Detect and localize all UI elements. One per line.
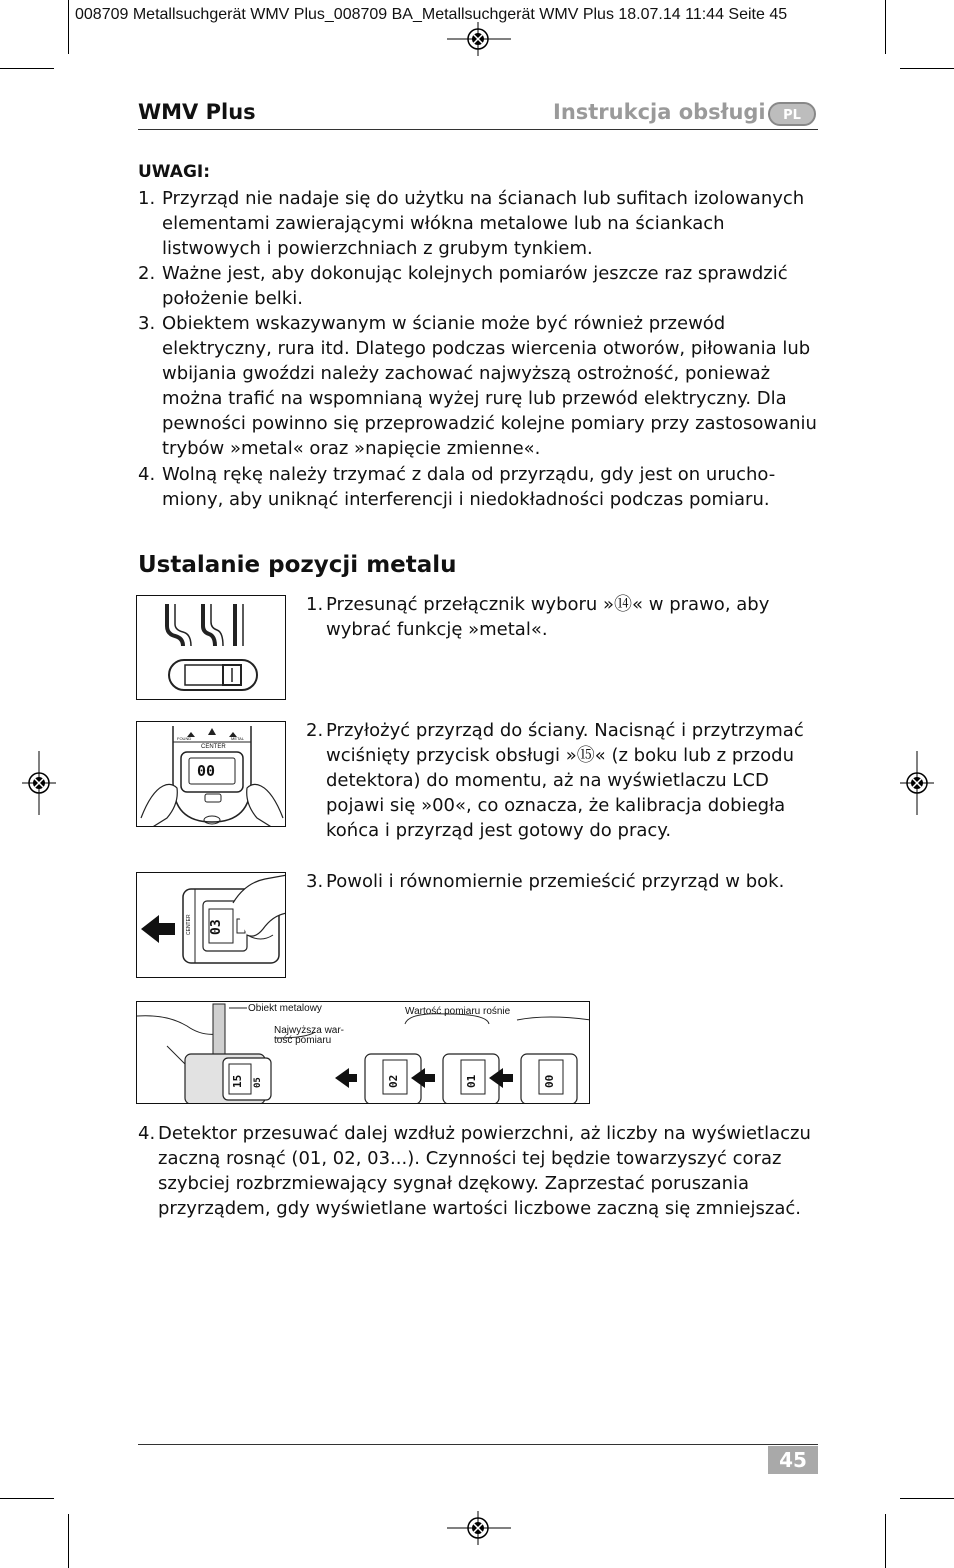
fig2-label-center: CENTER [201,744,226,750]
step-text: Przyłożyć przyrząd do ściany. Nacisnąć i przytrzymać wciśnięty przycisk obsługi »⑮« (z boku lub z przodu detektora) do momentu, aż na wyświetlaczu LCD pojawi się »00«, co oznacza, że kalibracja dobiegła końca i przyrząd jest gotowy do pracy. [326,720,804,841]
note-item [138,311,828,461]
registration-mark-icon [447,1511,511,1545]
note-text: Przyrząd nie nadaje się do użytku na ścianach lub sufitach izolowanych elementami zawierającymi włókna metalowe lub na ściankach listwowych i powierzchniach z grubym tynkiem. [162,188,805,259]
step-text: Przesunąć przełącznik wyboru »⑭« w prawo, aby wybrać funkcję »metal«. [326,594,770,640]
note-item [138,186,828,261]
step-number: 1. [306,594,324,615]
fig2-lcd-display: 00 [197,762,216,780]
note-number: 3. [138,313,156,334]
print-slug: 008709 Metallsuchgerät WMV Plus_008709 BA_Metallsuchgerät WMV Plus 18.07.14 11:44 Seite 45 [75,6,788,23]
label-metal-object: Obiekt metalowy [248,1003,322,1014]
header-rule [138,129,818,130]
note-number: 1. [138,188,156,209]
reading-max-2: 05 [253,1077,263,1088]
reading-step: 02 [387,1074,400,1088]
step-item [138,1121,818,1221]
page-number: 45 [768,1446,818,1474]
crop-mark [885,0,886,54]
note-number: 4. [138,464,156,485]
step-text: Detektor przesuwać dalej wzdłuż powierzchni, aż liczby na wyświetlaczu zaczną rosnąć (01, 02, 03...). Czynności tej będzie towarzyszyć coraz szybciej rozbrzmiewający sygnał dzękowy. Zaprzestać poruszania przyrządem, gdy wyświetlane wartości liczbowe zaczną się zmniejszać. [158,1123,811,1219]
left-arrow-icon [335,1068,357,1088]
step-number: 4. [138,1123,156,1144]
label-value-rising: Wartość pomiaru rośnie [405,1006,511,1017]
note-item [138,261,828,311]
scan-diagram-illustration [137,1002,590,1104]
reading-max: 15 [231,1074,244,1088]
note-text: Wolną rękę należy trzymać z dala od przyrządu, gdy jest on urucho-miony, aby uniknąć interferencji i niedokładności podczas pomiaru. [162,464,776,510]
crop-mark [885,1514,886,1568]
registration-mark-icon [900,751,934,815]
crop-mark [68,0,69,54]
note-item [138,462,828,512]
step-text: Powoli i równomiernie przemieścić przyrząd w bok. [326,871,785,892]
reading-step: 01 [465,1074,478,1088]
crop-mark [0,1498,54,1499]
figure-scan-diagram [136,1001,590,1104]
language-badge: PL [768,102,816,126]
note-text: Obiektem wskazywanym w ścianie może być również przewód elektryczny, rura itd. Dlatego podczas wiercenia otworów, piłowania lub wbijania gwoździ należy zachować najwyższą ostrożność, ponieważ można trafić na wspomnianą wyżej rurę lub przewód elektryczny. Dla pewności powinno się przeprowadzić kolejne pomiary przy zastosowaniu trybów »metal« oraz »napięcie zmienne«. [162,313,817,459]
figure-move-sideways [136,872,286,978]
note-number: 2. [138,263,156,284]
note-text: Ważne jest, aby dokonując kolejnych pomiarów jeszcze raz sprawdzić położenie belki. [162,263,788,309]
crop-mark [900,1498,954,1499]
section-title: Ustalanie pozycji metalu [138,552,457,578]
fig2-label-left: FOUND [177,736,192,741]
figure-mode-switch [136,595,286,700]
fig2-label-right: METAL [231,736,245,741]
registration-mark-icon [22,751,56,815]
header-subtitle: Instrukcja obsługi [553,100,766,124]
mode-switch-illustration [137,596,286,700]
step-item [306,869,816,894]
step-item [306,718,816,843]
step-number: 3. [306,871,324,892]
fig3-lcd-display: 03 [209,919,224,935]
crop-mark [0,68,54,69]
left-arrow-icon [141,915,175,943]
label-max-value: Najwyższa war- tość pomiaru [274,1025,345,1046]
step-number: 2. [306,720,324,741]
crop-mark [900,68,954,69]
figure-calibration [136,721,286,827]
header-title: WMV Plus [138,100,256,124]
fig3-label-center: CENTER [186,914,192,935]
step-item [306,592,816,642]
footer-rule [138,1444,818,1445]
notes-heading: UWAGI: [138,162,211,182]
crop-mark [68,1514,69,1568]
reading-step: 00 [543,1074,556,1088]
registration-mark-icon [447,22,511,56]
